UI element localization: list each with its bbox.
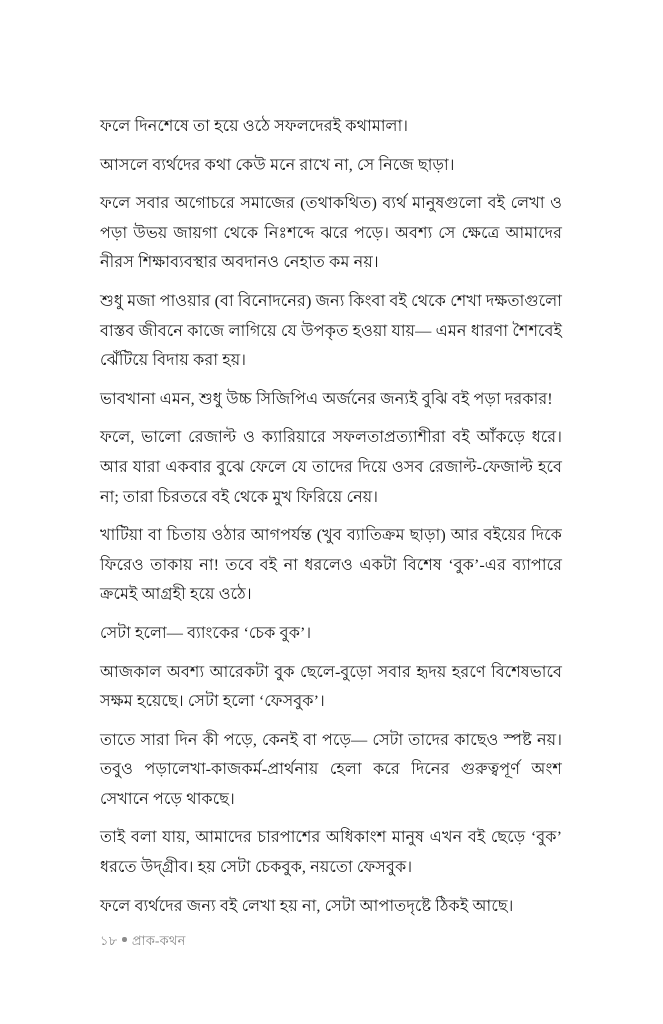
body-paragraph: ভাবখানা এমন, শুধু উচ্চ সিজিপিএ অর্জনের জন্যই বুঝি বই পড়া দরকার! bbox=[100, 389, 553, 408]
body-paragraph: আজকাল অবশ্য আরেকটা বুক ছেলে-বুড়ো সবার হৃদয় হরণে বিশেষভাবে সক্ষম হয়েছে। সেটা হলো ‘ফেসবুক’। bbox=[100, 662, 562, 711]
body-paragraph: শুধু মজা পাওয়ার (বা বিনোদনের) জন্য কিংবা বই থেকে শেখা দক্ষতাগুলো বাস্তব জীবনে কাজে লাগিয়ে যে উপকৃত হওয়া যায়— এমন ধারণা শৈশবেই ঝেঁটিয়ে বিদায় করা হয়। bbox=[100, 291, 562, 370]
chapter-label: প্রাক-কথন bbox=[131, 933, 186, 948]
body-paragraph: ফলে দিনশেষে তা হয়ে ওঠে সফলদেরই কথামালা। bbox=[100, 117, 409, 135]
body-paragraph: খাটিয়া বা চিতায় ওঠার আগপর্যন্ত (খুব ব্যাতিক্রম ছাড়া) আর বইয়ের দিকে ফিরেও তাকায় না! তবে বই না ধরলেও একটা বিশেষ ‘বুক’-এর ব্যাপারে ক্রমেই আগ্রহী হয়ে ওঠে। bbox=[100, 526, 562, 604]
bullet-dot-icon bbox=[122, 937, 127, 942]
body-paragraph: আসলে ব্যর্থদের কথা কেউ মনে রাখে না, সে নিজে ছাড়া। bbox=[100, 155, 455, 174]
body-paragraph: সেটা হলো— ব্যাংকের ‘চেক বুক’। bbox=[100, 623, 312, 642]
body-paragraph: তাতে সারা দিন কী পড়ে, কেনই বা পড়ে— সেটা তাদের কাছেও স্পষ্ট নয়। তবুও পড়ালেখা-কাজকর্ম-প্রার্থনায় হেলা করে দিনের গুরুত্বপূর্ণ অংশ সেখানে পড়ে থাকছে। bbox=[100, 730, 562, 808]
body-paragraph: তাই বলা যায়, আমাদের চারপাশের অধিকাংশ মানুষ এখন বই ছেড়ে ‘বুক’ ধরতে উদ্‌গ্রীব। হয় সেটা চেকবুক, নয়তো ফেসবুক। bbox=[100, 828, 562, 877]
body-paragraph: ফলে ব্যর্থদের জন্য বই লেখা হয় না, সেটা আপাতদৃষ্টে ঠিকই আছে। bbox=[100, 896, 514, 915]
page-number: ১৮ bbox=[100, 933, 118, 948]
body-paragraph: ফলে সবার অগোচরে সমাজের (তথাকথিত) ব্যর্থ মানুষগুলো বই লেখা ও পড়া উভয় জায়গা থেকে নিঃশব্দে ঝরে পড়ে। অবশ্য সে ক্ষেত্রে আমাদের নীরস শিক্ষাব্যবস্থার অবদানও নেহাত কম নয়। bbox=[100, 194, 562, 272]
page-footer bbox=[100, 932, 562, 950]
page-body-text bbox=[100, 112, 562, 921]
body-paragraph: ফলে, ভালো রেজাল্ট ও ক্যারিয়ারে সফলতাপ্রত্যাশীরা বই আঁকড়ে ধরে। আর যারা একবার বুঝে ফেলে যে তাদের দিয়ে ওসব রেজাল্ট-ফেজাল্ট হবে না; তারা চিরতরে বই থেকে মুখ ফিরিয়ে নেয়। bbox=[100, 428, 562, 506]
